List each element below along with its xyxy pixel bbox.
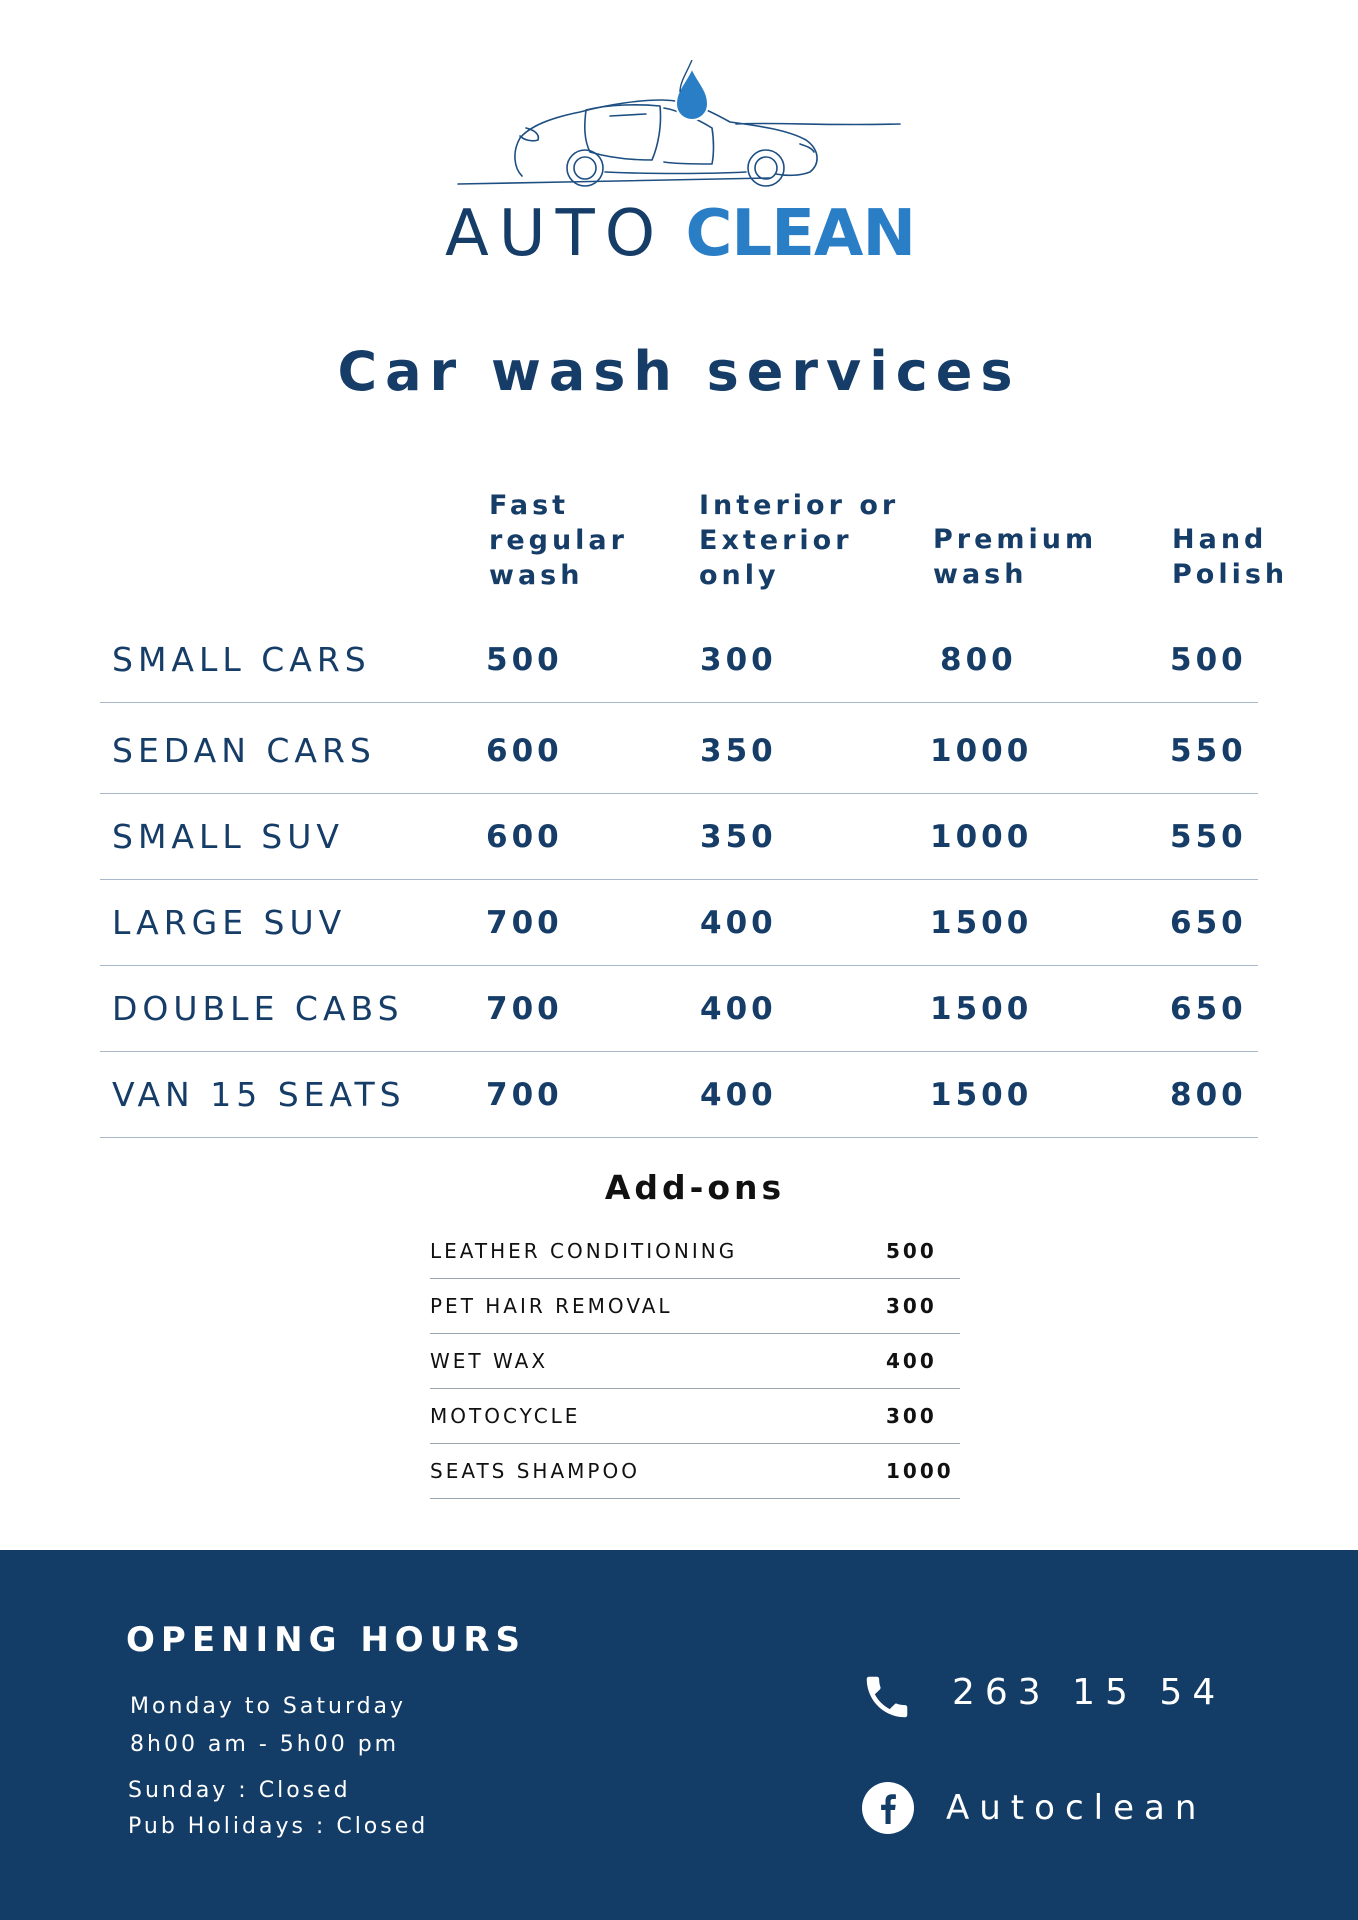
weekday-hours: 8h00 am - 5h00 pm [130, 1732, 400, 1757]
price-cell: 700 [486, 905, 563, 941]
price-cell: 650 [1170, 905, 1247, 941]
price-cell: 1000 [930, 819, 1033, 855]
addon-name: WET WAX [430, 1349, 549, 1373]
addon-row [430, 1334, 960, 1389]
addon-name: MOTOCYCLE [430, 1404, 581, 1428]
price-cell: 350 [700, 819, 777, 855]
logo [440, 60, 920, 271]
phone-number[interactable]: 263 15 54 [952, 1672, 1226, 1713]
brand-name [440, 194, 920, 274]
price-cell: 1000 [930, 733, 1033, 769]
price-cell: 350 [700, 733, 777, 769]
opening-hours-title: OPENING HOURS [126, 1620, 526, 1660]
price-cell: 400 [700, 905, 777, 941]
addon-price: 400 [886, 1349, 937, 1373]
price-cell: 700 [486, 1077, 563, 1113]
addon-name: PET HAIR REMOVAL [430, 1294, 673, 1318]
facebook-icon [862, 1782, 914, 1834]
car-logo-icon [440, 60, 920, 200]
brand-auto: AUTO [445, 197, 666, 271]
price-cell: 700 [486, 991, 563, 1027]
price-cell: 500 [486, 642, 563, 678]
addon-row [430, 1444, 960, 1499]
addon-price: 300 [886, 1294, 937, 1318]
vehicle-type: VAN 15 SEATS [112, 1075, 406, 1114]
facebook-link[interactable]: Autoclean [946, 1788, 1207, 1828]
addon-price: 300 [886, 1404, 937, 1428]
table-row [100, 966, 1258, 1052]
price-cell: 800 [940, 642, 1017, 678]
row-divider [100, 1137, 1258, 1138]
table-row [100, 617, 1258, 703]
addon-name: LEATHER CONDITIONING [430, 1239, 738, 1263]
price-cell: 1500 [930, 991, 1033, 1027]
page-title: Car wash services [337, 340, 1021, 403]
addon-price: 500 [886, 1239, 937, 1263]
vehicle-type: SMALL SUV [112, 817, 344, 856]
brand-clean: CLEAN [685, 197, 915, 271]
column-header-fast-regular-wash: Fast regular wash [489, 490, 628, 591]
phone-icon [860, 1670, 914, 1724]
price-cell: 400 [700, 991, 777, 1027]
holiday-hours: Pub Holidays : Closed [128, 1814, 429, 1839]
column-header-interior-exterior: Interior or Exterior only [699, 490, 900, 591]
addon-row [430, 1389, 960, 1444]
price-cell: 600 [486, 819, 563, 855]
price-cell: 600 [486, 733, 563, 769]
price-cell: 800 [1170, 1077, 1247, 1113]
table-row [100, 880, 1258, 966]
sunday-hours: Sunday : Closed [128, 1778, 351, 1803]
addon-price: 1000 [886, 1459, 954, 1483]
vehicle-type: LARGE SUV [112, 903, 347, 942]
vehicle-type: SMALL CARS [112, 640, 371, 679]
addon-name: SEATS SHAMPOO [430, 1459, 640, 1483]
weekdays-label: Monday to Saturday [130, 1694, 407, 1719]
addon-divider [430, 1498, 960, 1499]
price-cell: 1500 [930, 905, 1033, 941]
addon-row [430, 1279, 960, 1334]
price-cell: 400 [700, 1077, 777, 1113]
addons-title: Add-ons [604, 1168, 786, 1207]
column-header-hand-polish: Hand Polish [1172, 524, 1289, 590]
vehicle-type: SEDAN CARS [112, 731, 376, 770]
vehicle-type: DOUBLE CABS [112, 989, 404, 1028]
column-header-premium-wash: Premium wash [933, 524, 1098, 590]
row-divider [100, 702, 1258, 703]
table-row [100, 708, 1258, 794]
price-cell: 1500 [930, 1077, 1033, 1113]
price-cell: 500 [1170, 642, 1247, 678]
table-row [100, 794, 1258, 880]
table-row [100, 1052, 1258, 1138]
price-cell: 300 [700, 642, 777, 678]
price-cell: 650 [1170, 991, 1247, 1027]
addon-row [430, 1224, 960, 1279]
footer [0, 1550, 1358, 1920]
price-cell: 550 [1170, 819, 1247, 855]
price-cell: 550 [1170, 733, 1247, 769]
